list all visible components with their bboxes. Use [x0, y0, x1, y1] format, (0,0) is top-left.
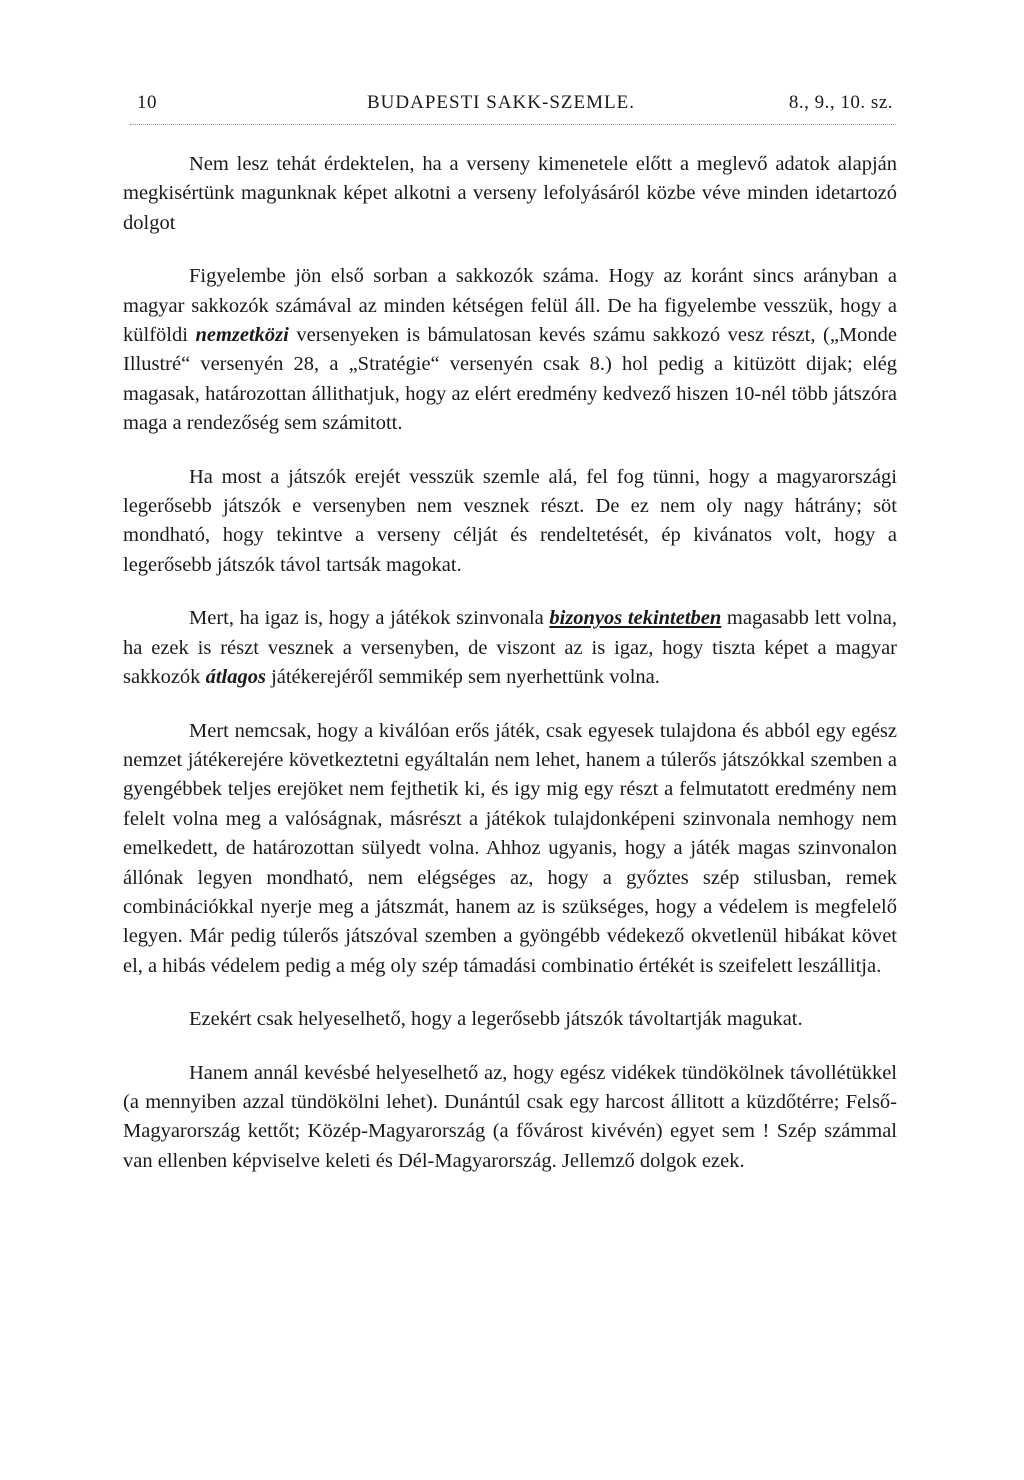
paragraph-text: versenyeken is bámulatosan kevés számu sakkozó vesz részt, („Monde Illustré“ versenyén 28, a „Stratégie“ versenyén csak 8.) hol pedig a kitüzött dijak; elég magasak, határozottan állithatjuk, hogy az elért eredmény kedvező hiszen 10-nél több játszóra maga a rendezőség sem számitott.	[123, 324, 897, 435]
paragraph-text: Mert nemcsak, hogy a kiválóan erős játék, csak egyesek tulajdona és abból egy egész nemzet játékerejére következtetni egyáltalán nem lehet, hanem a túlerős játszókkal szemben a gyengébbek teljes erejöket nem fejthetik ki, és igy mig egy részt a felmutatott eredmény nem felelt volna meg a valóságnak, másrészt a játékok tulajdonképeni szinvonala nemhogy nem emelkedett, de határozottan sülyedt volna. Ahhoz ugyanis, hogy a játék magas szinvonalon állónak legyen mondható, nem elégséges az, hogy a győztes szép stilusban, remek combinációkkal nyerje meg a játszmát, hanem az is szükséges, hogy a védelem is megfelelő legyen. Már pedig túlerős játszóval szemben a gyöngébb védekező okvetlenül hibákat követ el, a hibás védelem pedig a még oly szép támadási combinatio értékét is szeifelett leszállitja.	[123, 719, 897, 977]
paragraph-text: magasabb lett volna, ha ezek is részt vesznek a versenyben, de viszont az is igaz, hogy tiszta képet a magyar sakkozók	[123, 607, 897, 689]
paragraph-7	[123, 1059, 897, 1177]
journal-title: BUDAPESTI SAKK-SZEMLE.	[367, 92, 635, 113]
issue-number: 8., 9., 10. sz.	[788, 92, 893, 113]
paragraph-2	[123, 262, 897, 438]
paragraph-text: Hanem annál kevésbé helyeselhető az, hogy egész vidékek tündökölnek távollétükkel (a mennyiben azzal tündökölni lehet). Dunántúl csak egy harcost állitott a küzdőtérre; Felső-Magyarország kettőt; Közép-Magyarország (a fővárost kivévén) egyet sem ! Szép számmal van ellenben képviselve keleti és Dél-Magyarország. Jellemző dolgok ezek.	[123, 1061, 897, 1172]
paragraph-4	[123, 604, 897, 692]
emphasized-word: nemzetközi	[195, 324, 289, 347]
paragraph-3	[123, 463, 897, 581]
emphasized-word: átlagos	[205, 666, 266, 689]
paragraph-text: Figyelembe jön első sorban a sakkozók száma. Hogy az koránt sincs arányban a magyar sakkozók számával az minden kétségen felül áll. De ha figyelembe vesszük, hogy a külföldi	[123, 265, 897, 347]
paragraph-text: játékerejéről semmikép sem nyerhettünk volna.	[265, 666, 660, 689]
paragraph-5	[123, 717, 897, 982]
header-rule	[130, 124, 896, 125]
paragraph-text: Ezekért csak helyeselhető, hogy a legerősebb játszók távoltartják magukat.	[189, 1008, 803, 1031]
paragraph-6	[123, 1005, 897, 1034]
paragraph-text: Nem lesz tehát érdektelen, ha a verseny kimenetele előtt a meglevő adatok alapján megkisértünk magunknak képet alkotni a verseny lefolyásáról közbe véve minden idetartozó dolgot	[123, 153, 897, 234]
paragraph-text: Mert, ha igaz is, hogy a játékok szinvonala	[189, 607, 550, 630]
page-number: 10	[137, 92, 157, 113]
paragraph-1	[123, 150, 897, 238]
paragraph-text: Ha most a játszók erejét vesszük szemle alá, fel fog tünni, hogy a magyarországi legerősebb játszók e versenyben nem vesznek részt. De ez nem oly nagy hátrány; söt mondható, hogy tekintve a verseny célját és rendeltetését, ép kivánatos volt, hogy a legerősebb játszók távol tartsák magokat.	[123, 465, 897, 576]
article-body	[123, 150, 897, 1176]
emphasized-phrase: bizonyos tekintetben	[549, 607, 722, 630]
running-header	[137, 92, 893, 122]
